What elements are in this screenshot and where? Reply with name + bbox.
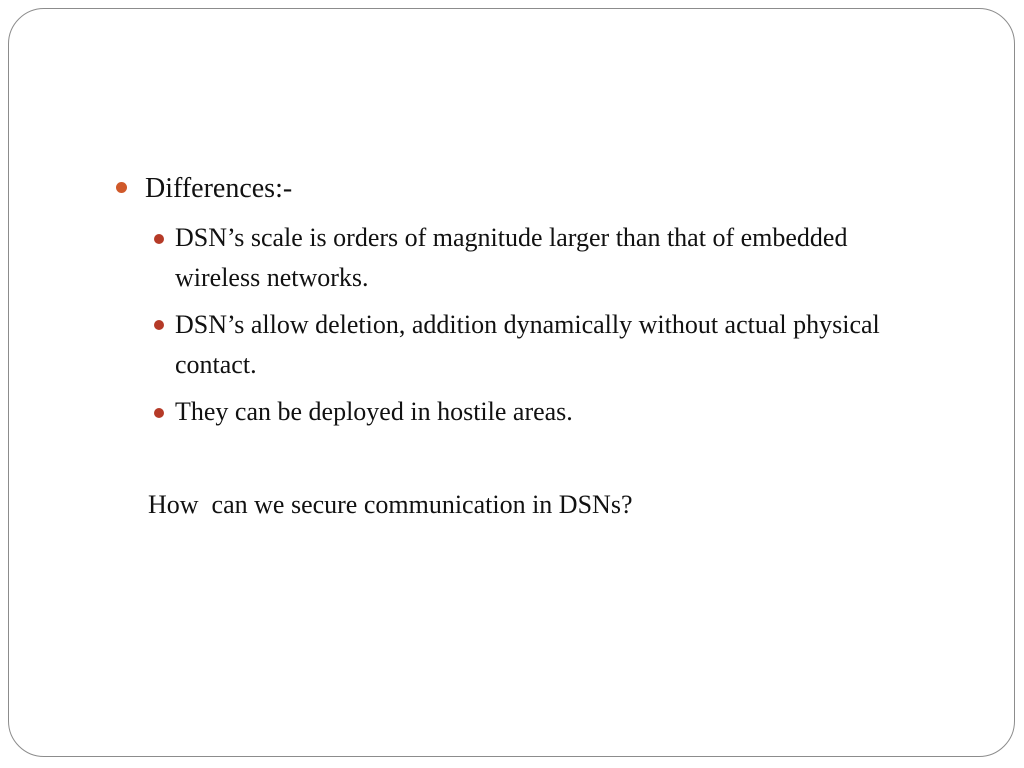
sub-bullet-item: They can be deployed in hostile areas. [175, 397, 573, 426]
bullet-dot-icon [154, 408, 164, 418]
bullet-dot-icon [154, 320, 164, 330]
bullet-dot-icon [116, 182, 127, 193]
sub-bullet-item: DSN’s allow deletion, addition dynamically without actual physical contact. [175, 310, 880, 379]
bullet-dot-icon [154, 234, 164, 244]
heading-bullet: Differences:- [145, 173, 293, 204]
question-text: How can we secure communication in DSNs? [148, 490, 633, 519]
sub-bullet-item: DSN’s scale is orders of magnitude larger than that of embedded wireless networks. [175, 223, 848, 292]
